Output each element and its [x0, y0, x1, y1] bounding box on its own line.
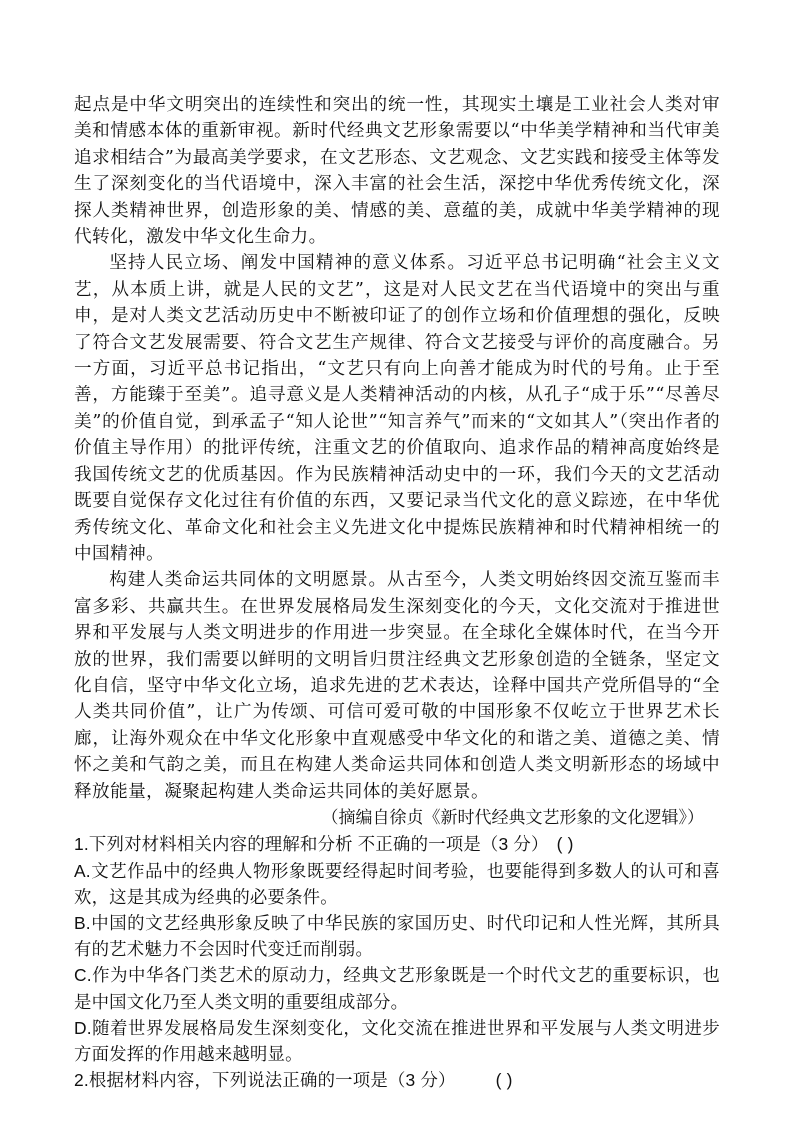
question-1-stem — [74, 831, 720, 857]
exam-page — [74, 92, 720, 1093]
passage-citation: （摘编自徐贞《新时代经典文艺形象的文化逻辑》） — [321, 807, 704, 828]
question-1-option-d: D.随着世界发展格局发生深刻变化，文化交流在推进世界和平发展与人类文明进步方面发挥的作用越来越明显。 — [74, 1017, 720, 1064]
question-2-stem — [74, 1067, 720, 1093]
question-1 — [74, 831, 720, 1067]
question-2-answer-blank[interactable]: ( ) — [495, 1070, 513, 1091]
question-2-stem-text: 2.根据材料内容，下列说法正确的一项是（3 分） — [74, 1070, 456, 1091]
question-1-answer-blank[interactable]: ( ) — [556, 834, 574, 855]
question-1-option-c: C.作为中华各门类艺术的原动力，经典文艺形象既是一个时代文艺的重要标识，也是中国文化乃至人类文明的重要组成部分。 — [74, 965, 720, 1012]
question-1-option-b: B.中国的文艺经典形象反映了中华民族的家国历史、时代印记和人性光辉，其所具有的艺术魅力不会因时代变迁而削弱。 — [74, 912, 720, 960]
passage-paragraph-1: 起点是中华文明突出的连续性和突出的统一性，其现实土壤是工业社会人类对审美和情感本体的重新审视。新时代经典文艺形象需要以“中华美学精神和当代审美追求相结合”为最高美学要求，在文艺形态、文艺观念、文艺实践和接受主体等发生了深刻变化的当代语境中，深入丰富的社会生活，深挖中华优秀传统文化，深探人类精神世界，创造形象的美、情感的美、意蕴的美，成就中华美学精神的现代转化，激发中华文化生命力。 — [74, 95, 720, 248]
question-1-stem-text: 1.下列对材料相关内容的理解和分析 不正确的一项是（3 分） — [74, 834, 549, 855]
passage-paragraph-3: 构建人类命运共同体的文明愿景。从古至今，人类文明始终因交流互鉴而丰富多彩、共赢共生。在世界发展格局发生深刻变化的今天，文化交流对于推进世界和平发展与人类文明进步的作用进一步突显。在全球化全媒体时代，在当今开放的世界，我们需要以鲜明的文明旨归贯注经典文艺形象创造的全链条，坚定文化自信，坚守中华文化立场，追求先进的艺术表达，诠释中国共产党所倡导的“全人类共同价值”，让广为传颂、可信可爱可敬的中国形象不仅屹立于世界艺术长廊，让海外观众在中华文化形象中直观感受中华文化的和谐之美、道德之美、情怀之美和气韵之美，而且在构建人类命运共同体和创造人类文明新形态的场域中释放能量，凝聚起构建人类命运共同体的美好愿景。 — [74, 570, 720, 802]
question-2 — [74, 1067, 720, 1093]
question-1-option-a: A.文艺作品中的经典人物形象既要经得起时间考验，也要能得到多数人的认可和喜欢，这是其成为经典的必要条件。 — [74, 860, 720, 907]
passage-paragraph-2: 坚持人民立场、阐发中国精神的意义体系。习近平总书记明确“社会主义文艺，从本质上讲，就是人民的文艺”，这是对人民文艺在当代语境中的突出与重申，是对人类文艺活动历史中不断被印证了的创作立场和价值理想的强化，反映了符合文艺发展需要、符合文艺生产规律、符合文艺接受与评价的高度融合。另一方面，习近平总书记指出，“文艺只有向上向善才能成为时代的号角。止于至善，方能臻于至美”。追寻意义是人类精神活动的内核，从孔子“成于乐”“尽善尽美”的价值自觉，到承孟子“知人论世”“知言养气”而来的“文如其人”（突出作者的价值主导作用）的批评传统，注重文艺的价值取向、追求作品的精神高度始终是我国传统文艺的优质基因。作为民族精神活动史中的一环，我们今天的文艺活动既要自觉保存文化过往有价值的东西，又要记录当代文化的意义踪迹，在中华优秀传统文化、革命文化和社会主义先进文化中提炼民族精神和时代精神相统一的中国精神。 — [74, 253, 720, 564]
